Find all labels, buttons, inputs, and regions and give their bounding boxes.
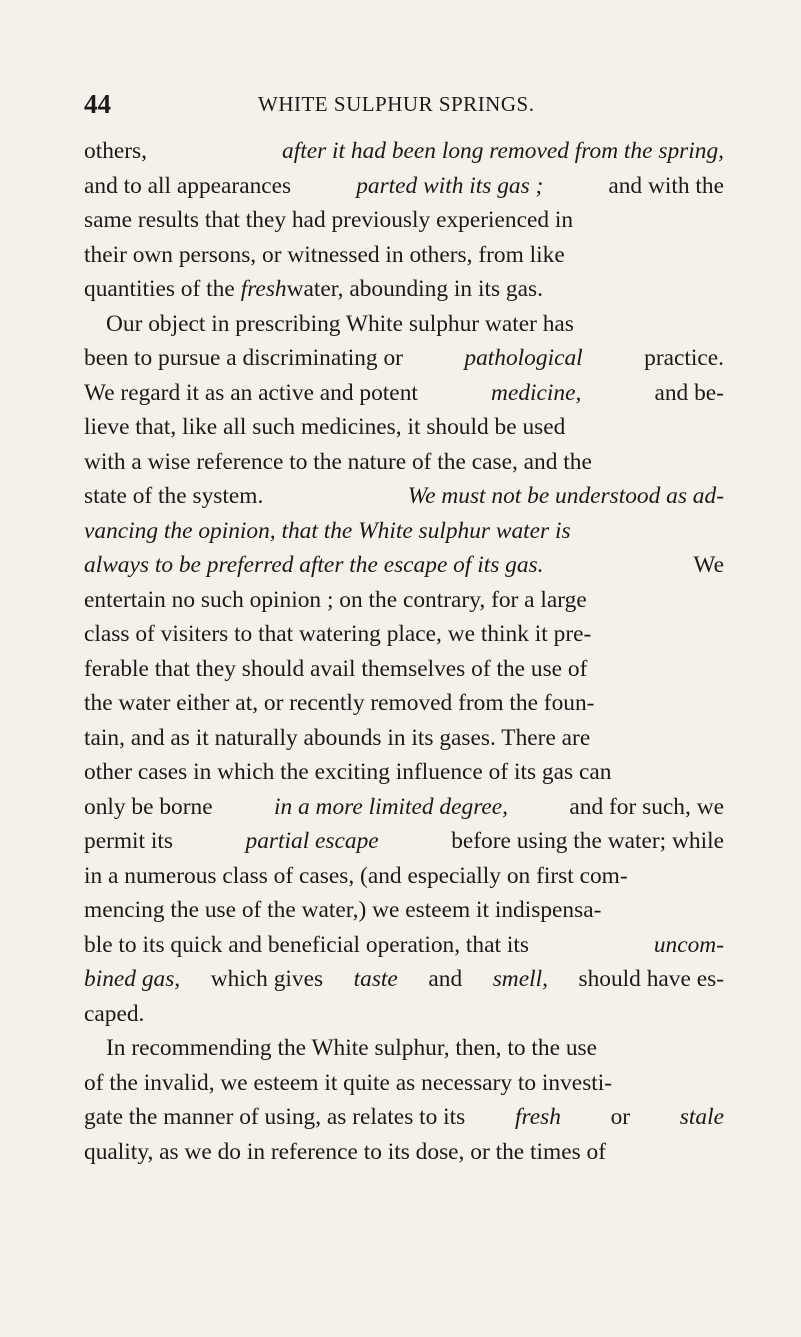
text-line: quality, as we do in reference to its dose, or the times of	[84, 1138, 607, 1165]
text-line: the water either at, or recently removed from the foun-	[84, 690, 595, 716]
text-line: ble to its quick and beneficial operation, that its uncom-	[84, 931, 724, 958]
running-title: WHITE SULPHUR SPRINGS.	[258, 92, 535, 116]
text-line: permit its partial escape before using the water; while	[84, 828, 724, 854]
text-line: other cases in which the exciting influence of its gas can	[84, 759, 612, 785]
text-line: and to all appearances parted with its gas ; and with the	[84, 172, 724, 199]
text-line: of the invalid, we esteem it quite as necessary to investi-	[84, 1069, 613, 1096]
text-line: vancing the opinion, that the White sulphur water is	[84, 517, 571, 544]
text-line: tain, and as it naturally abounds in its gases. There are	[84, 724, 591, 751]
text-line: been to pursue a discriminating or pathological practice.	[84, 345, 724, 371]
text-line: same results that they had previously experienced in	[84, 207, 574, 233]
text-line: others, after it had been long removed from the spring,	[84, 138, 724, 164]
text-line: with a wise reference to the nature of the case, and the	[84, 448, 592, 475]
text-line: We regard it as an active and potent medicine, and be-	[84, 379, 724, 406]
paragraph-start-line: In recommending the White sulphur, then, to the use	[106, 1035, 598, 1061]
text-line: ferable that they should avail themselves of the use of	[84, 655, 588, 682]
text-line: bined gas, which gives taste and smell, should have es-	[84, 966, 724, 992]
text-line: their own persons, or witnessed in others, from like	[84, 241, 565, 268]
paragraph-start-line: Our object in prescribing White sulphur water has	[106, 310, 574, 337]
text-line: always to be preferred after the escape of its gas. We	[84, 552, 724, 578]
text-line: state of the system. We must not be understood as ad-	[84, 483, 724, 509]
text-line: gate the manner of using, as relates to its fresh or stale	[84, 1104, 724, 1130]
page-header	[84, 86, 724, 122]
text-line: only be borne in a more limited degree, and for such, we	[84, 793, 724, 820]
text-line: caped.	[84, 1000, 145, 1027]
page-number: 44	[84, 89, 111, 119]
text-line: in a numerous class of cases, (and especially on first com-	[84, 862, 628, 889]
body-text	[84, 134, 724, 1169]
text-line: mencing the use of the water,) we esteem it indispensa-	[84, 897, 602, 923]
text-line: quantities of the fresh water, abounding in its gas.	[84, 276, 543, 302]
text-line: class of visiters to that watering place, we think it pre-	[84, 621, 592, 647]
text-line: lieve that, like all such medicines, it should be used	[84, 414, 566, 440]
text-line: entertain no such opinion ; on the contrary, for a large	[84, 586, 587, 613]
